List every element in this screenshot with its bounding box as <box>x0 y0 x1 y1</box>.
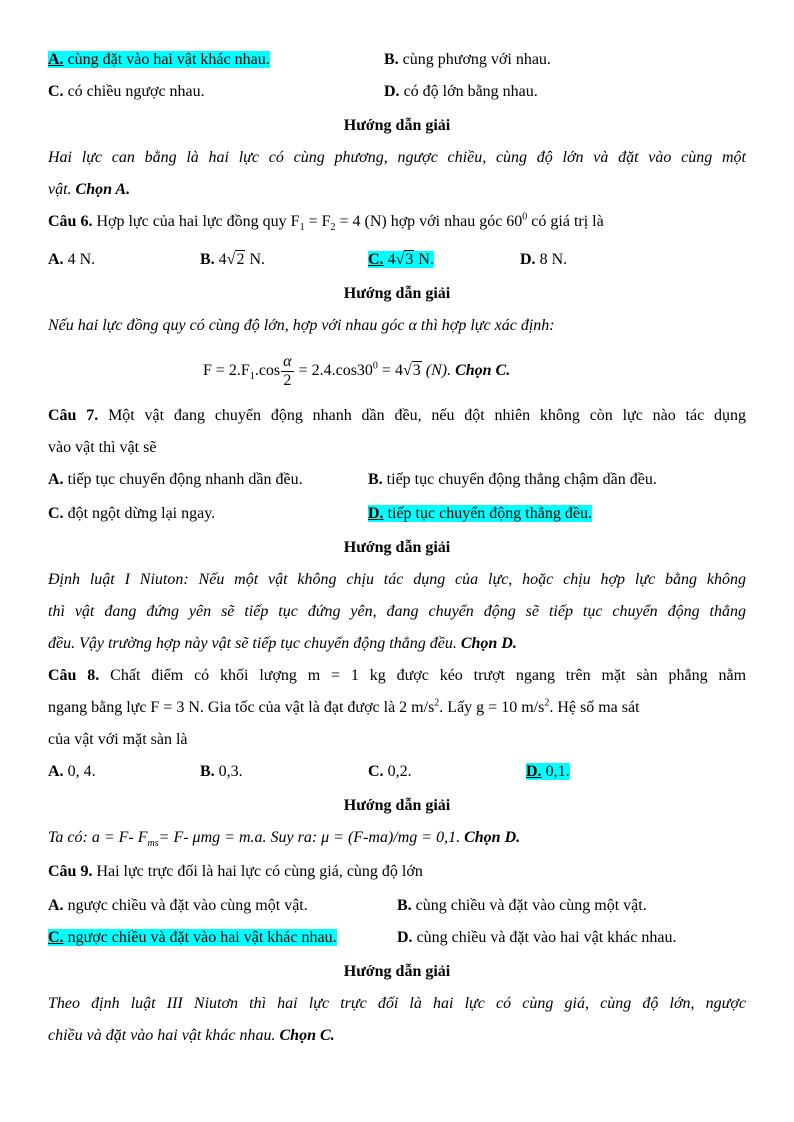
q8-option-b: B. 0,3. <box>200 763 243 780</box>
q9-stem: Câu 9. Hai lực trực đối là hai lực có cùng giá, cùng độ lớn <box>48 863 423 880</box>
q7-option-d: D. tiếp tục chuyển động thẳng đều. <box>368 505 592 522</box>
q5-solution-line2: vật. Chọn A. <box>48 181 131 198</box>
q8-stem-line1: Câu 8. Chất điểm có khối lượng m = 1 kg được kéo trượt ngang trên mặt sàn phẳng nằm <box>48 667 747 684</box>
q8-stem-line2: ngang bằng lực F = 3 N. Gia tốc của vật là đạt được là 2 $m/s^2$. Lấy g = 10 $m/s^2$. Hệ số ma sát <box>48 697 640 716</box>
q9-solution-heading: Hướng dẫn giải <box>343 963 451 980</box>
q5-option-a: A. cùng đặt vào hai vật khác nhau. <box>48 51 270 68</box>
q5-option-b: B. cùng phương với nhau. <box>384 51 551 68</box>
q8-option-d: D. 0,1. <box>526 763 570 780</box>
q6-option-b: B. 4√2 N. <box>200 251 266 268</box>
q9-option-c: C. ngược chiều và đặt vào hai vật khác nhau. <box>48 929 337 946</box>
q9-option-a: A. ngược chiều và đặt vào cùng một vật. <box>48 897 308 914</box>
q8-solution-heading: Hướng dẫn giải <box>343 797 451 814</box>
q6-option-d: D. 8 N. <box>520 251 568 268</box>
q8-option-a: A. 0, 4. <box>48 763 96 780</box>
q8-solution-line: Ta có: a = F- $F_{ms}= F-$ μmg = m.a. Suy ra: μ = (F-ma)/mg = 0,1. Chọn D. <box>48 829 521 850</box>
q5-solution-heading: Hướng dẫn giải <box>343 117 451 134</box>
q7-option-a: A. tiếp tục chuyển động nhanh dần đều. <box>48 471 303 488</box>
q7-stem-line1: Câu 7. Một vật đang chuyển động nhanh dần đều, nếu đột nhiên không còn lực nào tác dụng <box>48 407 747 424</box>
q7-solution-line1: Định luật I Niuton: Nếu một vật không chịu tác dụng của lực, hoặc chịu hợp lực bằng không <box>48 571 746 588</box>
q6-stem: Câu 6. Hợp lực của hai lực đồng quy $F_1 = F_2 = 4$ (N) hợp với nhau góc $60^0$ có giá trị là <box>48 211 604 234</box>
q9-solution-line2: chiều và đặt vào hai vật khác nhau. Chọn C. <box>48 1027 335 1044</box>
q7-option-c: C. đột ngột dừng lại ngay. <box>48 505 216 522</box>
q6-option-a: A. 4 N. <box>48 251 96 268</box>
q5-option-d: D. có độ lớn bằng nhau. <box>384 83 538 100</box>
q9-option-b: B. cùng chiều và đặt vào cùng một vật. <box>397 897 647 914</box>
q8-option-c: C. 0,2. <box>368 763 412 780</box>
q6-option-c: C. 4√3 N. <box>368 251 434 268</box>
q7-solution-heading: Hướng dẫn giải <box>343 539 451 556</box>
q7-solution-line3: đều. Vậy trường hợp này vật sẽ tiếp tục chuyển động thẳng đều. Chọn D. <box>48 635 517 652</box>
q6-solution-line1: Nếu hai lực đồng quy có cùng độ lớn, hợp với nhau góc α thì hợp lực xác định: <box>48 317 555 334</box>
q5-option-c: C. có chiều ngược nhau. <box>48 83 205 100</box>
q9-solution-line1: Theo định luật III Niutơn thì hai lực trực đối là hai lực có cùng giá, cùng độ lớn, ngược <box>48 995 746 1012</box>
q5-solution-line1: Hai lực can bằng là hai lực có cùng phương, ngược chiều, cùng độ lớn và đặt vào cùng một <box>48 149 746 166</box>
q9-option-d: D. cùng chiều và đặt vào hai vật khác nhau. <box>397 929 677 946</box>
q7-solution-line2: thì vật đang đứng yên sẽ tiếp tục đứng yên, đang chuyển động sẽ tiếp tục chuyển động thẳng <box>48 603 746 620</box>
q7-option-b: B. tiếp tục chuyển động thẳng chậm dần đều. <box>368 471 657 488</box>
q8-stem-line3: của vật với mặt sàn là <box>48 731 188 748</box>
q7-stem-line2: vào vật thì vật sẽ <box>48 439 157 456</box>
q6-solution-heading: Hướng dẫn giải <box>343 285 451 302</box>
q6-formula: $F = 2.F_1.\cos$ $\frac{\alpha}{2}$ = $2.4.\cos 30^0 = 4√3$ (N). Chọn C. <box>203 352 511 389</box>
